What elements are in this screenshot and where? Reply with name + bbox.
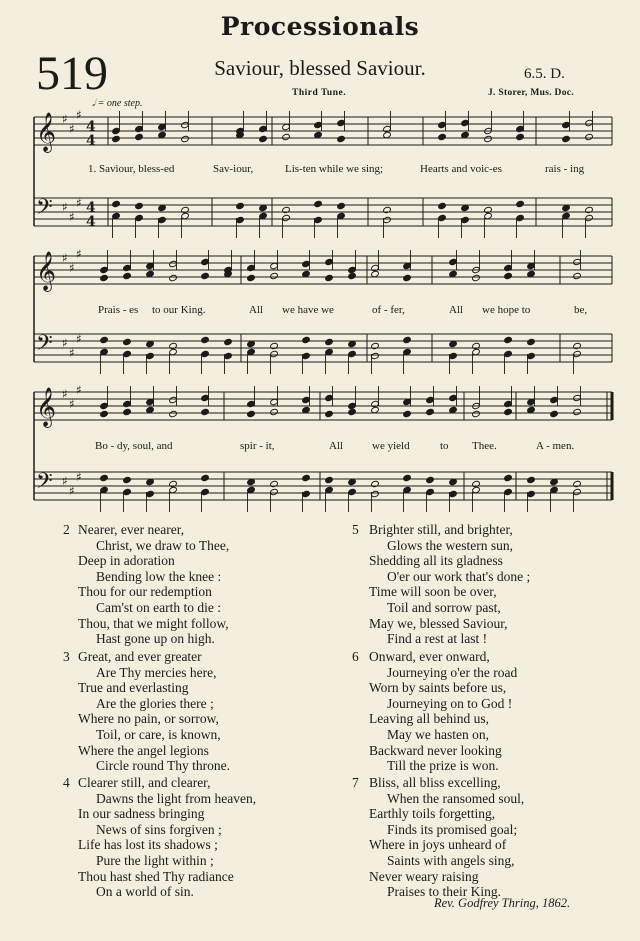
notehead bbox=[325, 394, 334, 401]
notehead bbox=[259, 135, 268, 142]
sharp-icon: ♯ bbox=[76, 196, 82, 210]
verse-line: Till the prize is won. bbox=[387, 758, 499, 774]
verse-line: Hast gone up on high. bbox=[96, 631, 215, 647]
notehead bbox=[146, 352, 155, 359]
lyric-syllable: we have we bbox=[282, 304, 334, 316]
notehead bbox=[438, 133, 447, 140]
notehead bbox=[337, 202, 346, 209]
verse-5 bbox=[369, 522, 530, 647]
notehead bbox=[371, 352, 380, 359]
notehead bbox=[123, 476, 132, 483]
verse-line: Thou hast shed Thy radiance bbox=[78, 868, 234, 884]
notehead bbox=[112, 127, 121, 134]
notehead bbox=[201, 350, 210, 357]
notehead bbox=[123, 264, 132, 271]
notehead bbox=[348, 402, 357, 409]
lyric-syllable: Sav-iour, bbox=[213, 163, 254, 175]
verse-line: Clearer still, and clearer, bbox=[78, 775, 211, 790]
verse-line: On a world of sin. bbox=[96, 884, 194, 900]
time-signature-top: 4 bbox=[86, 200, 96, 216]
notehead bbox=[527, 338, 536, 345]
notehead bbox=[270, 480, 279, 487]
notehead bbox=[573, 272, 582, 279]
sharp-icon: ♯ bbox=[69, 122, 75, 136]
notehead bbox=[348, 488, 357, 495]
sharp-icon: ♯ bbox=[69, 210, 75, 224]
sharp-icon: ♯ bbox=[62, 474, 68, 488]
notehead bbox=[201, 258, 210, 265]
notehead bbox=[135, 202, 144, 209]
treble-clef-icon: 𝄞 bbox=[36, 251, 57, 291]
hymn-title: Saviour, blessed Saviour. bbox=[214, 56, 426, 80]
verse-line: Thou, that we might follow, bbox=[78, 615, 229, 631]
notehead bbox=[325, 476, 334, 483]
verse-line: Christ, we draw to Thee, bbox=[96, 537, 230, 553]
notehead bbox=[337, 119, 346, 126]
notehead bbox=[449, 394, 458, 401]
notehead bbox=[472, 274, 481, 281]
notehead bbox=[325, 338, 334, 345]
notehead bbox=[472, 410, 481, 417]
notehead bbox=[504, 400, 513, 407]
notehead bbox=[426, 408, 435, 415]
sharp-icon: ♯ bbox=[76, 108, 82, 122]
notehead bbox=[302, 336, 311, 343]
notehead bbox=[438, 121, 447, 128]
notehead bbox=[325, 258, 334, 265]
lyric-syllable: to our King. bbox=[152, 304, 206, 316]
notehead bbox=[247, 274, 256, 281]
sharp-icon: ♯ bbox=[76, 332, 82, 346]
notehead bbox=[169, 260, 178, 267]
sharp-icon: ♯ bbox=[62, 387, 68, 401]
verse-2 bbox=[78, 522, 229, 647]
notehead bbox=[158, 216, 167, 223]
verse-number: 4 bbox=[63, 775, 70, 790]
lyric-syllable: Lis-ten while we sing; bbox=[285, 163, 384, 175]
notehead bbox=[123, 408, 132, 415]
notehead bbox=[337, 135, 346, 142]
notehead bbox=[371, 480, 380, 487]
notehead bbox=[123, 400, 132, 407]
notehead bbox=[282, 133, 291, 140]
notehead bbox=[169, 342, 178, 349]
verse-line: O'er our work that's done ; bbox=[387, 568, 531, 584]
notehead bbox=[201, 408, 210, 415]
sharp-icon: ♯ bbox=[69, 484, 75, 498]
notehead bbox=[270, 488, 279, 495]
notehead bbox=[426, 476, 435, 483]
notehead bbox=[371, 490, 380, 497]
notehead bbox=[550, 396, 559, 403]
notehead bbox=[573, 480, 582, 487]
time-signature-bottom: 4 bbox=[86, 133, 96, 149]
lyric-syllable: rais - ing bbox=[545, 163, 585, 175]
verse-line: Never weary raising bbox=[369, 868, 479, 884]
notehead bbox=[201, 394, 210, 401]
notehead bbox=[516, 214, 525, 221]
sharp-icon: ♯ bbox=[76, 470, 82, 484]
treble-clef-icon: 𝄞 bbox=[36, 112, 57, 152]
notehead bbox=[403, 474, 412, 481]
notehead bbox=[550, 410, 559, 417]
lyric-syllable: A - men. bbox=[536, 440, 575, 452]
notehead bbox=[325, 410, 334, 417]
lyric-syllable: spir - it, bbox=[240, 440, 275, 452]
half-note-icon: 𝅗𝅥 bbox=[92, 98, 96, 109]
notehead bbox=[426, 488, 435, 495]
verse-number: 6 bbox=[352, 649, 359, 664]
notehead bbox=[169, 396, 178, 403]
notehead bbox=[573, 350, 582, 357]
notehead bbox=[112, 135, 121, 142]
sharp-icon: ♯ bbox=[62, 251, 68, 265]
notehead bbox=[472, 480, 481, 487]
meter: 6.5. D. bbox=[524, 66, 565, 82]
notehead bbox=[449, 490, 458, 497]
notehead bbox=[449, 352, 458, 359]
notehead bbox=[224, 338, 233, 345]
notehead bbox=[135, 133, 144, 140]
notehead bbox=[100, 402, 109, 409]
notehead bbox=[112, 200, 121, 207]
verse-line: Toil and sorrow past, bbox=[387, 599, 501, 615]
verse-3 bbox=[78, 649, 230, 774]
notehead bbox=[100, 410, 109, 417]
verse-line: Backward never looking bbox=[369, 742, 502, 758]
sharp-icon: ♯ bbox=[69, 397, 75, 411]
lyric-syllable: we hope to bbox=[482, 304, 531, 316]
notehead bbox=[325, 274, 334, 281]
notehead bbox=[224, 352, 233, 359]
notehead bbox=[348, 350, 357, 357]
verse-number: 7 bbox=[352, 775, 359, 790]
verse-line: Shedding all its gladness bbox=[369, 553, 503, 569]
notehead bbox=[573, 394, 582, 401]
notehead bbox=[403, 410, 412, 417]
notehead bbox=[371, 400, 380, 407]
verse-line: Where in joys unheard of bbox=[369, 837, 507, 853]
notehead bbox=[247, 400, 256, 407]
verse-line: Bending low the knee : bbox=[96, 568, 222, 584]
notehead bbox=[282, 214, 291, 221]
verse-line: Dawns the light from heaven, bbox=[96, 790, 257, 806]
verse-line: May we, blessed Saviour, bbox=[369, 615, 508, 631]
notehead bbox=[527, 476, 536, 483]
notehead bbox=[201, 272, 210, 279]
bass-clef-icon: 𝄢 bbox=[36, 195, 53, 225]
lyric-syllable: to bbox=[440, 440, 449, 452]
verse-line: Are Thy mercies here, bbox=[96, 664, 217, 680]
bass-clef-icon: 𝄢 bbox=[36, 469, 53, 499]
notehead bbox=[484, 206, 493, 213]
notehead bbox=[123, 350, 132, 357]
notehead bbox=[516, 125, 525, 132]
notehead bbox=[236, 216, 245, 223]
notehead bbox=[201, 474, 210, 481]
notehead bbox=[461, 119, 470, 126]
notehead bbox=[472, 342, 481, 349]
time-signature-bottom: 4 bbox=[86, 214, 96, 230]
notehead bbox=[461, 216, 470, 223]
notehead bbox=[270, 350, 279, 357]
section-title: Processionals bbox=[220, 12, 420, 41]
verse-line: Where no pain, or sorrow, bbox=[78, 711, 219, 727]
verse-number: 3 bbox=[63, 649, 70, 664]
notehead bbox=[527, 490, 536, 497]
verse-line: Glows the western sun, bbox=[387, 537, 513, 553]
notehead bbox=[371, 342, 380, 349]
notehead bbox=[247, 264, 256, 271]
lyric-syllable: Bo - dy, soul, and bbox=[95, 440, 173, 452]
sharp-icon: ♯ bbox=[62, 112, 68, 126]
notehead bbox=[201, 336, 210, 343]
notehead bbox=[135, 125, 144, 132]
notehead bbox=[247, 410, 256, 417]
notehead bbox=[314, 121, 323, 128]
verse-line: Worn by saints before us, bbox=[369, 680, 507, 696]
notehead bbox=[348, 266, 357, 273]
notehead bbox=[585, 119, 594, 126]
notehead bbox=[282, 206, 291, 213]
notehead bbox=[100, 266, 109, 273]
notehead bbox=[270, 272, 279, 279]
notehead bbox=[314, 200, 323, 207]
notehead bbox=[348, 272, 357, 279]
notehead bbox=[504, 350, 513, 357]
verse-number: 5 bbox=[352, 522, 359, 537]
notehead bbox=[573, 258, 582, 265]
sharp-icon: ♯ bbox=[62, 200, 68, 214]
verse-line: When the ransomed soul, bbox=[387, 790, 525, 806]
notehead bbox=[516, 133, 525, 140]
lyric-syllable: of - fer, bbox=[372, 304, 405, 316]
verse-line: Nearer, ever nearer, bbox=[78, 522, 185, 537]
notehead bbox=[585, 206, 594, 213]
verse-line: Finds its promised goal; bbox=[387, 821, 518, 837]
notehead bbox=[135, 214, 144, 221]
notehead bbox=[527, 352, 536, 359]
notehead bbox=[383, 206, 392, 213]
notehead bbox=[504, 336, 513, 343]
notehead bbox=[403, 274, 412, 281]
composer: J. Storer, Mus. Doc. bbox=[488, 88, 574, 98]
notehead bbox=[449, 258, 458, 265]
verse-number: 2 bbox=[63, 522, 70, 537]
notehead bbox=[438, 202, 447, 209]
notehead bbox=[259, 125, 268, 132]
verse-line: News of sins forgiven ; bbox=[96, 821, 222, 837]
lyric-syllable: we yield bbox=[372, 440, 410, 452]
notehead bbox=[100, 474, 109, 481]
bass-clef-icon: 𝄢 bbox=[36, 331, 53, 361]
notehead bbox=[562, 135, 571, 142]
notehead bbox=[181, 206, 190, 213]
verse-6 bbox=[369, 649, 517, 774]
notehead bbox=[438, 214, 447, 221]
verse-line: Bliss, all bliss excelling, bbox=[369, 775, 501, 790]
notehead bbox=[573, 488, 582, 495]
notehead bbox=[314, 216, 323, 223]
lyric-syllable: All bbox=[249, 304, 264, 316]
notehead bbox=[516, 200, 525, 207]
verse-line: Onward, ever onward, bbox=[369, 649, 490, 664]
notehead bbox=[302, 396, 311, 403]
notehead bbox=[302, 474, 311, 481]
sharp-icon: ♯ bbox=[76, 383, 82, 397]
sharp-icon: ♯ bbox=[69, 346, 75, 360]
attribution: Rev. Godfrey Thring, 1862. bbox=[434, 896, 571, 910]
notehead bbox=[100, 336, 109, 343]
notehead bbox=[504, 272, 513, 279]
verse-line: Toil, or care, is known, bbox=[96, 726, 221, 742]
notehead bbox=[123, 272, 132, 279]
verse-line: Journeying on to God ! bbox=[387, 695, 513, 711]
notehead bbox=[383, 216, 392, 223]
notehead bbox=[504, 488, 513, 495]
verse-line: Find a rest at last ! bbox=[387, 631, 488, 647]
verse-line: In our sadness bringing bbox=[78, 806, 205, 822]
lyric-syllable: 1. Saviour, bless-ed bbox=[88, 163, 175, 175]
lyric-syllable: All bbox=[449, 304, 464, 316]
verse-line: Are the glories there ; bbox=[96, 695, 214, 711]
notehead bbox=[302, 490, 311, 497]
verse-line: Brighter still, and brighter, bbox=[369, 522, 513, 537]
time-signature-top: 4 bbox=[86, 119, 96, 135]
notehead bbox=[504, 408, 513, 415]
verse-line: Earthly toils forgetting, bbox=[369, 806, 496, 822]
notehead bbox=[181, 135, 190, 142]
notehead bbox=[201, 488, 210, 495]
notehead bbox=[181, 121, 190, 128]
notehead bbox=[403, 336, 412, 343]
notehead bbox=[236, 202, 245, 209]
notehead bbox=[348, 408, 357, 415]
verse-line: Leaving all behind us, bbox=[369, 711, 489, 727]
notehead bbox=[504, 264, 513, 271]
notehead bbox=[573, 342, 582, 349]
verse-line: True and everlasting bbox=[78, 680, 189, 696]
verse-line: Pure the light within ; bbox=[96, 852, 214, 868]
verse-4 bbox=[78, 775, 256, 900]
sharp-icon: ♯ bbox=[69, 261, 75, 275]
hymn-number: 519 bbox=[36, 47, 108, 100]
tempo-text: = one step. bbox=[97, 98, 143, 109]
notehead bbox=[585, 214, 594, 221]
notehead bbox=[100, 274, 109, 281]
notehead bbox=[123, 488, 132, 495]
sharp-icon: ♯ bbox=[76, 247, 82, 261]
lyric-syllable: All bbox=[329, 440, 344, 452]
verse-7 bbox=[369, 775, 524, 900]
verse-line: Life has lost its shadows ; bbox=[78, 837, 218, 853]
verse-line: Great, and ever greater bbox=[78, 649, 202, 664]
notehead bbox=[585, 133, 594, 140]
notehead bbox=[426, 396, 435, 403]
notehead bbox=[169, 274, 178, 281]
lyric-syllable: Hearts and voic-es bbox=[420, 163, 502, 175]
notehead bbox=[169, 480, 178, 487]
notehead bbox=[504, 474, 513, 481]
notehead bbox=[270, 408, 279, 415]
notehead bbox=[302, 260, 311, 267]
notehead bbox=[562, 121, 571, 128]
lyric-syllable: be, bbox=[574, 304, 588, 316]
verse-line: Where the angel legions bbox=[78, 742, 209, 758]
verse-line: Saints with angels sing, bbox=[387, 852, 515, 868]
notehead bbox=[302, 352, 311, 359]
verse-line: Deep in adoration bbox=[78, 553, 175, 569]
treble-clef-icon: 𝄞 bbox=[36, 387, 57, 427]
notehead bbox=[573, 408, 582, 415]
lyric-syllable: Prais - es bbox=[98, 304, 139, 316]
notehead bbox=[146, 490, 155, 497]
verse-line: Thou for our redemption bbox=[78, 584, 212, 600]
notehead bbox=[270, 342, 279, 349]
verse-line: Circle round Thy throne. bbox=[96, 758, 230, 774]
sharp-icon: ♯ bbox=[62, 336, 68, 350]
tune-name: Third Tune. bbox=[292, 88, 347, 98]
verse-line: Praises to their King. bbox=[387, 884, 501, 900]
lyric-syllable: Thee. bbox=[472, 440, 497, 452]
notehead bbox=[123, 338, 132, 345]
notehead bbox=[484, 135, 493, 142]
verse-line: Time will soon be over, bbox=[369, 584, 497, 600]
notehead bbox=[169, 410, 178, 417]
notehead bbox=[371, 264, 380, 271]
verse-line: Journeying o'er the road bbox=[387, 664, 518, 680]
notehead bbox=[383, 125, 392, 132]
verse-line: May we hasten on, bbox=[387, 726, 489, 742]
verse-line: Cam'st on earth to die : bbox=[96, 599, 222, 615]
